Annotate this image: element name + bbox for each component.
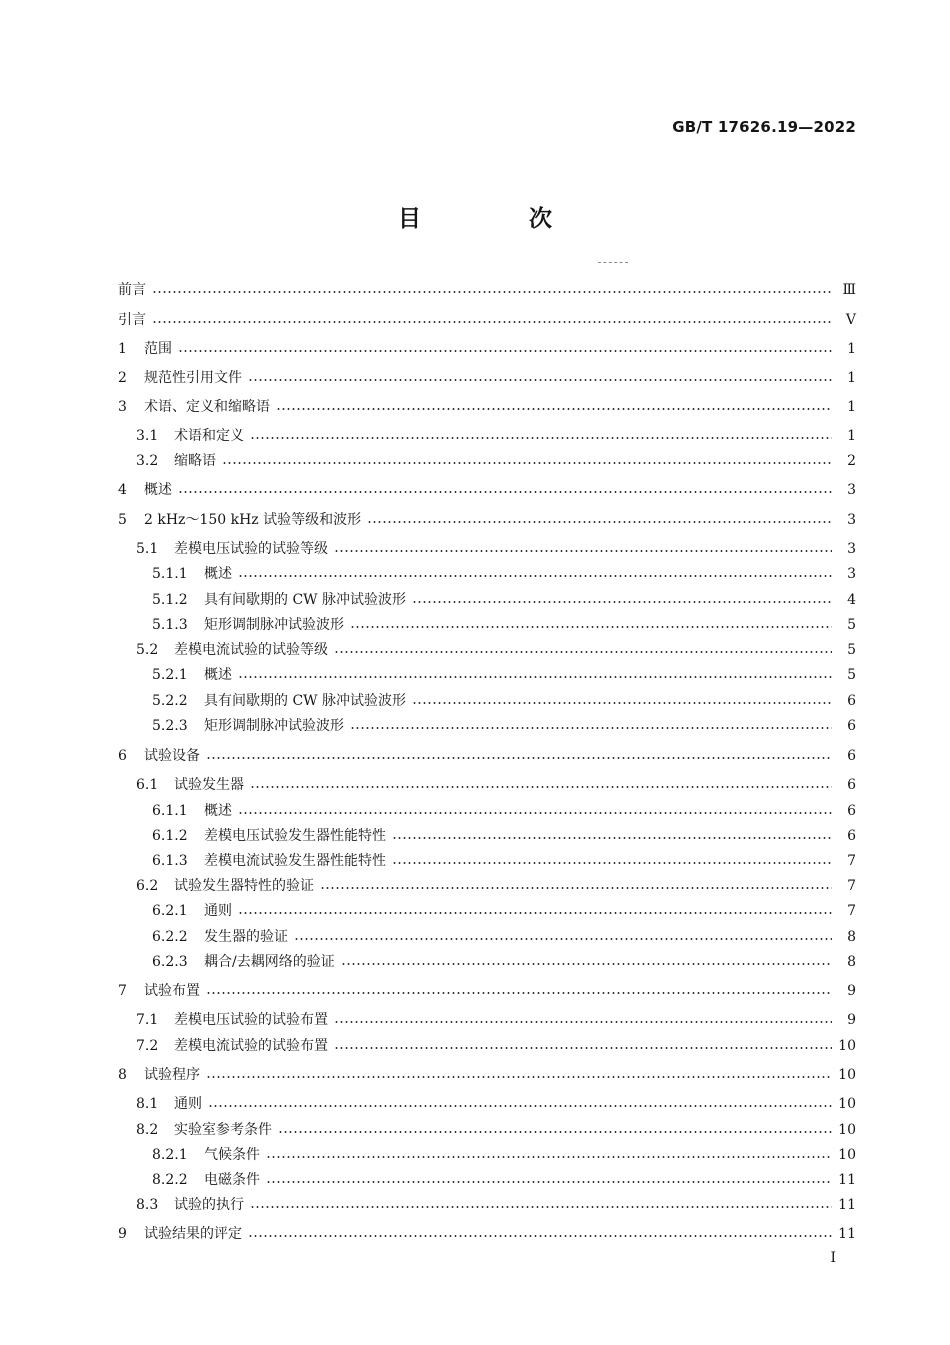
toc-entry-page: 1 (847, 370, 856, 386)
toc-entry[interactable] (0, 1064, 950, 1086)
toc-leader-dots (206, 757, 832, 759)
toc-leader-dots (248, 379, 832, 381)
toc-entry-label: 差模电压试验的试验布置 (174, 1012, 328, 1028)
toc-leader-dots (350, 727, 832, 729)
toc-leader-dots (334, 1021, 832, 1023)
toc-leader-dots (222, 462, 832, 464)
toc-entry-label: 矩形调制脉冲试验波形 (204, 617, 344, 633)
toc-leader-dots (250, 437, 832, 439)
toc-leader-dots (248, 1235, 832, 1237)
toc-entry-number: 7.1 (136, 1012, 159, 1028)
toc-entry-label: 试验程序 (144, 1067, 200, 1083)
toc-leader-dots (367, 521, 832, 523)
toc-entry-label: 概述 (144, 482, 172, 498)
toc-entry-page: V (845, 312, 856, 328)
toc-leader-dots (350, 626, 832, 628)
toc-entry-label: 概述 (204, 803, 232, 819)
toc-entry-page: 6 (847, 718, 856, 734)
toc-entry[interactable] (0, 338, 950, 360)
toc-entry-page: 10 (838, 1147, 856, 1163)
toc-entry-page: 10 (838, 1067, 856, 1083)
toc-entry[interactable] (0, 309, 950, 331)
toc-entry-page: 6 (847, 693, 856, 709)
toc-leader-dots (238, 676, 832, 678)
page-number: I (830, 1250, 836, 1266)
toc-entry[interactable] (0, 774, 950, 796)
toc-entry-page: 5 (847, 642, 856, 658)
toc-leader-dots (341, 963, 832, 965)
toc-leader-dots (278, 1131, 832, 1133)
toc-entry-number: 6.1.3 (152, 853, 188, 869)
toc-entry[interactable] (0, 825, 950, 847)
toc-entry-page: 10 (838, 1096, 856, 1112)
toc-entry[interactable] (0, 509, 950, 531)
toc-entry-label: 气候条件 (204, 1147, 260, 1163)
toc-entry-label: 电磁条件 (204, 1172, 260, 1188)
toc-leader-dots (238, 912, 832, 914)
toc-entry-number: 8.3 (136, 1197, 159, 1213)
toc-entry-number: 7.2 (136, 1038, 159, 1054)
toc-entry-page: 9 (847, 1012, 856, 1028)
toc-entry-number: 8.1 (136, 1096, 159, 1112)
toc-entry[interactable] (0, 450, 950, 472)
toc-entry-number: 6.2 (136, 878, 159, 894)
toc-entry-number: 2 (118, 370, 127, 386)
toc-entry-page: 7 (847, 853, 856, 869)
toc-entry[interactable] (0, 875, 950, 897)
toc-entry-number: 6.1 (136, 777, 159, 793)
toc-leader-dots (178, 491, 832, 493)
toc-leader-dots (412, 601, 832, 603)
toc-entry[interactable] (0, 951, 950, 973)
toc-entry-label: 差模电压试验的试验等级 (174, 541, 328, 557)
document-code: GB/T 17626.19—2022 (672, 118, 856, 136)
toc-leader-dots (266, 1156, 832, 1158)
toc-leader-dots (152, 321, 832, 323)
toc-entry[interactable] (0, 900, 950, 922)
toc-leader-dots (266, 1181, 832, 1183)
toc-entry-label: 耦合/去耦网络的验证 (204, 954, 335, 970)
toc-leader-dots (334, 1047, 832, 1049)
toc-leader-dots (392, 837, 832, 839)
toc-entry-number: 6.2.2 (152, 929, 188, 945)
toc-entry-number: 5.1 (136, 541, 159, 557)
toc-entry-page: 11 (838, 1172, 856, 1188)
toc-entry[interactable] (0, 1119, 950, 1141)
toc-entry-page: 11 (838, 1197, 856, 1213)
toc-entry-label: 具有间歇期的 CW 脉冲试验波形 (204, 592, 407, 608)
toc-entry[interactable] (0, 396, 950, 418)
toc-entry-number: 5.1.2 (152, 592, 188, 608)
toc-entry-number: 1 (118, 341, 127, 357)
toc-entry-page: 6 (847, 777, 856, 793)
toc-entry-page: 10 (838, 1122, 856, 1138)
toc-leader-dots (334, 550, 832, 552)
toc-entry-number: 7 (118, 983, 127, 999)
toc-entry-page: 3 (847, 541, 856, 557)
toc-entry-page: 3 (847, 512, 856, 528)
toc-entry-page: 4 (847, 592, 856, 608)
toc-entry-label: 通则 (204, 903, 232, 919)
toc-entry-page: 2 (847, 453, 856, 469)
toc-entry[interactable] (0, 1194, 950, 1216)
toc-entry-label: 概述 (204, 667, 232, 683)
toc-entry[interactable] (0, 850, 950, 872)
toc-entry-number: 5.1.1 (152, 566, 188, 582)
toc-entry-number: 8 (118, 1067, 127, 1083)
toc-entry-number: 3 (118, 399, 127, 415)
toc-entry-number: 5.2.1 (152, 667, 188, 683)
toc-entry-page: 1 (847, 399, 856, 415)
toc-entry-label: 差模电流试验发生器性能特性 (204, 853, 386, 869)
toc-entry[interactable] (0, 1009, 950, 1031)
toc-entry[interactable] (0, 614, 950, 636)
toc-entry-label: 引言 (118, 312, 146, 328)
toc-leader-dots (208, 1105, 832, 1107)
toc-entry-number: 6 (118, 748, 127, 764)
toc-entry[interactable] (0, 926, 950, 948)
toc-leader-dots (238, 812, 832, 814)
toc-entry-page: 6 (847, 748, 856, 764)
toc-entry[interactable] (0, 715, 950, 737)
toc-entry[interactable] (0, 980, 950, 1002)
toc-entry-number: 8.2.2 (152, 1172, 188, 1188)
toc-entry-number: 8.2 (136, 1122, 159, 1138)
toc-entry-page: 1 (847, 428, 856, 444)
toc-entry-number: 6.2.1 (152, 903, 188, 919)
toc-leader-dots (250, 1206, 832, 1208)
toc-entry[interactable] (0, 538, 950, 560)
toc-entry-number: 3.1 (136, 428, 159, 444)
toc-leader-dots (334, 651, 832, 653)
toc-leader-dots (412, 702, 832, 704)
toc-leader-dots (294, 938, 832, 940)
toc-entry-label: 试验结果的评定 (144, 1226, 242, 1242)
toc-leader-dots (320, 887, 832, 889)
toc-entry-page: 7 (847, 903, 856, 919)
toc-entry-label: 试验发生器特性的验证 (174, 878, 314, 894)
toc-entry[interactable] (0, 279, 950, 301)
toc-entry[interactable] (0, 563, 950, 585)
toc-leader-dots (178, 350, 832, 352)
toc-entry-number: 6.2.3 (152, 954, 188, 970)
toc-entry-number: 5 (118, 512, 127, 528)
toc-entry-label: 试验的执行 (174, 1197, 244, 1213)
toc-entry[interactable] (0, 1144, 950, 1166)
toc-entry[interactable] (0, 664, 950, 686)
toc-entry-label: 2 kHz～150 kHz 试验等级和波形 (144, 512, 362, 528)
toc-entry-number: 3.2 (136, 453, 159, 469)
toc-entry[interactable] (0, 425, 950, 447)
toc-entry-label: 试验设备 (144, 748, 200, 764)
toc-entry-number: 5.2 (136, 642, 159, 658)
toc-entry-label: 范围 (144, 341, 172, 357)
toc-entry-number: 4 (118, 482, 127, 498)
toc-entry-label: 术语和定义 (174, 428, 244, 444)
toc-entry-number: 9 (118, 1226, 127, 1242)
toc-entry-page: 8 (847, 929, 856, 945)
toc-entry-label: 试验布置 (144, 983, 200, 999)
toc-entry-number: 8.2.1 (152, 1147, 188, 1163)
toc-entry-label: 缩略语 (174, 453, 216, 469)
toc-entry[interactable] (0, 745, 950, 767)
toc-entry-label: 差模电流试验的试验等级 (174, 642, 328, 658)
toc-entry[interactable] (0, 367, 950, 389)
toc-entry-label: 具有间歇期的 CW 脉冲试验波形 (204, 693, 407, 709)
scan-artifact (598, 262, 628, 264)
toc-leader-dots (238, 575, 832, 577)
toc-entry-number: 5.2.3 (152, 718, 188, 734)
toc-entry-label: 前言 (118, 282, 146, 298)
toc-entry[interactable] (0, 1169, 950, 1191)
toc-leader-dots (206, 1076, 832, 1078)
toc-entry-label: 规范性引用文件 (144, 370, 242, 386)
toc-leader-dots (250, 786, 832, 788)
toc-leader-dots (276, 408, 832, 410)
toc-entry-label: 发生器的验证 (204, 929, 288, 945)
toc-entry[interactable] (0, 639, 950, 661)
toc-entry-page: 7 (847, 878, 856, 894)
toc-entry-page: 6 (847, 803, 856, 819)
toc-entry-page: 10 (838, 1038, 856, 1054)
toc-entry-page: 3 (847, 482, 856, 498)
toc-entry-label: 矩形调制脉冲试验波形 (204, 718, 344, 734)
toc-entry-page: 8 (847, 954, 856, 970)
toc-entry-page: 6 (847, 828, 856, 844)
toc-entry-label: 实验室参考条件 (174, 1122, 272, 1138)
toc-entry-label: 试验发生器 (174, 777, 244, 793)
toc-entry-label: 差模电压试验发生器性能特性 (204, 828, 386, 844)
toc-entry-page: 5 (847, 667, 856, 683)
toc-entry-page: 9 (847, 983, 856, 999)
toc-entry[interactable] (0, 1223, 950, 1245)
toc-leader-dots (206, 992, 832, 994)
toc-entry-page: 5 (847, 617, 856, 633)
toc-entry-page: 3 (847, 566, 856, 582)
toc-entry-page: 1 (847, 341, 856, 357)
toc-entry-number: 5.1.3 (152, 617, 188, 633)
toc-entry[interactable] (0, 479, 950, 501)
toc-leader-dots (152, 291, 832, 293)
toc-entry[interactable] (0, 1035, 950, 1057)
toc-entry-number: 6.1.1 (152, 803, 188, 819)
toc-entry-page: Ⅲ (842, 282, 856, 298)
toc-entry-number: 6.1.2 (152, 828, 188, 844)
toc-entry[interactable] (0, 690, 950, 712)
toc-entry-page: 11 (838, 1226, 856, 1242)
toc-entry[interactable] (0, 1093, 950, 1115)
toc-entry-label: 差模电流试验的试验布置 (174, 1038, 328, 1054)
toc-title: 目 次 (397, 206, 602, 232)
toc-leader-dots (392, 862, 832, 864)
toc-entry-number: 5.2.2 (152, 693, 188, 709)
toc-entry-label: 概述 (204, 566, 232, 582)
toc-entry-label: 术语、定义和缩略语 (144, 399, 270, 415)
toc-entry-label: 通则 (174, 1096, 202, 1112)
toc-entry[interactable] (0, 800, 950, 822)
toc-entry[interactable] (0, 589, 950, 611)
